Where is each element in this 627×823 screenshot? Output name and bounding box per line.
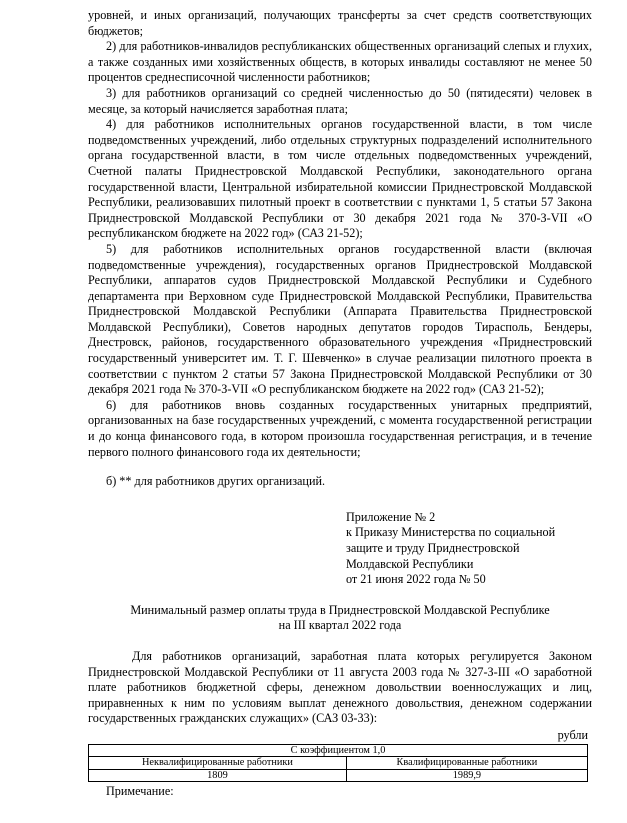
paragraph-section-b: б) ** для работников других организаций. [106, 474, 326, 489]
table-row [89, 744, 588, 756]
column-header-skilled: Квалифицированные работники [346, 757, 587, 769]
currency-label: рубли [557, 727, 588, 742]
value-skilled: 1989,9 [346, 769, 587, 781]
appendix-line: Молдавской Республики [346, 556, 474, 571]
paragraph-item-3: 3) для работников организаций со средней численностью до 50 (пятидесяти) человек в месяце, за который начисляется заработная плата; [88, 85, 592, 116]
value-unskilled: 1809 [89, 769, 347, 781]
document-content [88, 8, 592, 800]
paragraph-item-6: 6) для работников вновь созданных государственных унитарных предприятий, организованных на базе государственных учреждений, с момента государственной регистрации и до конца финансового года, в котором произошла государственная регистрация, и в течение первого полного финансового года их деятельности; [88, 397, 592, 459]
table-header-coefficient: С коэффициентом 1,0 [89, 744, 588, 756]
column-header-unskilled: Неквалифицированные работники [89, 757, 347, 769]
appendix-line: к Приказу Министерства по социальной [346, 525, 556, 540]
title-line: на III квартал 2022 года [278, 618, 402, 633]
table-row [89, 769, 588, 781]
paragraph-item-4: 4) для работников исполнительных органов государственной власти, в том числе подведомственных учреждений, либо отдельных структурных подразделений исполнительного органа государственной власти, в том числе отдельных подведомственных учреждений, Счетной палаты Приднестровской Молдавской Республики, законодательного органа государственной власти, Центральной избирательной комиссии Приднестровской Молдавской Республики, реализовавших пилотный проект в соответствии с пунктами 1, 5 статьи 57 Закона Приднестровской Молдавской Республики от 30 декабря 2021 года № 370-З-VII «О республиканском бюджете на 2022 год» (САЗ 21-52); [88, 117, 592, 241]
appendix-line: Приложение № 2 [346, 509, 436, 524]
note-label: Примечание: [106, 784, 174, 799]
paragraph-item-5: 5) для работников исполнительных органов государственной власти (включая подведомственные учреждения), государственных органов Приднестровской Молдавской Республики, аппаратов судов Приднестровской Молдавской Республики и Судебного департамента при Верховном суде Приднестровской Молдавской Республики, Правительства Приднестровской Молдавской Республики (Аппарата Правительства Приднестровской Молдавской Республики), Советов народных депутатов городов Тирасполь, Бендеры, Днестровск, районов, государственного образовательного учреждения «Приднестровский государственный университет им. Т. Г. Шевченко» в случае реализации пилотного проекта в соответствии с пунктом 2 статьи 57 Закона Приднестровской Молдавской Республики от 30 декабря 2021 года № 370-З-VII «О республиканском бюджете на 2022 год» (САЗ 21-52); [88, 241, 592, 397]
paragraph-item-2: 2) для работников-инвалидов республиканских общественных организаций слепых и глухих, а также созданных ими хозяйственных обществ, в которых инвалиды составляют не менее 50 процентов среднесписочной численности работников; [88, 39, 592, 85]
paragraph-continuation: уровней, и иных организаций, получающих трансферты за счет средств соответствующих бюджетов; [88, 8, 592, 38]
intro-paragraph: Для работников организаций, заработная плата которых регулируется Законом Приднестровской Молдавской Республики от 11 августа 2003 года № 327-З-III «О заработной плате работников бюджетной сферы, денежном довольствии военнослужащих и лиц, приравненных к ним по условиям выплат денежного довольствия, денежном содержании государственных гражданских служащих» (САЗ 03-33): [88, 648, 592, 726]
document-title [88, 603, 592, 634]
appendix-line: от 21 июня 2022 года № 50 [346, 572, 486, 587]
table-row [89, 757, 588, 769]
appendix-header [346, 510, 591, 588]
minimum-wage-table [88, 744, 588, 782]
appendix-line: защите и труду Приднестровской [346, 541, 520, 555]
title-line: Минимальный размер оплаты труда в Приднестровской Молдавской Республике [130, 602, 550, 617]
